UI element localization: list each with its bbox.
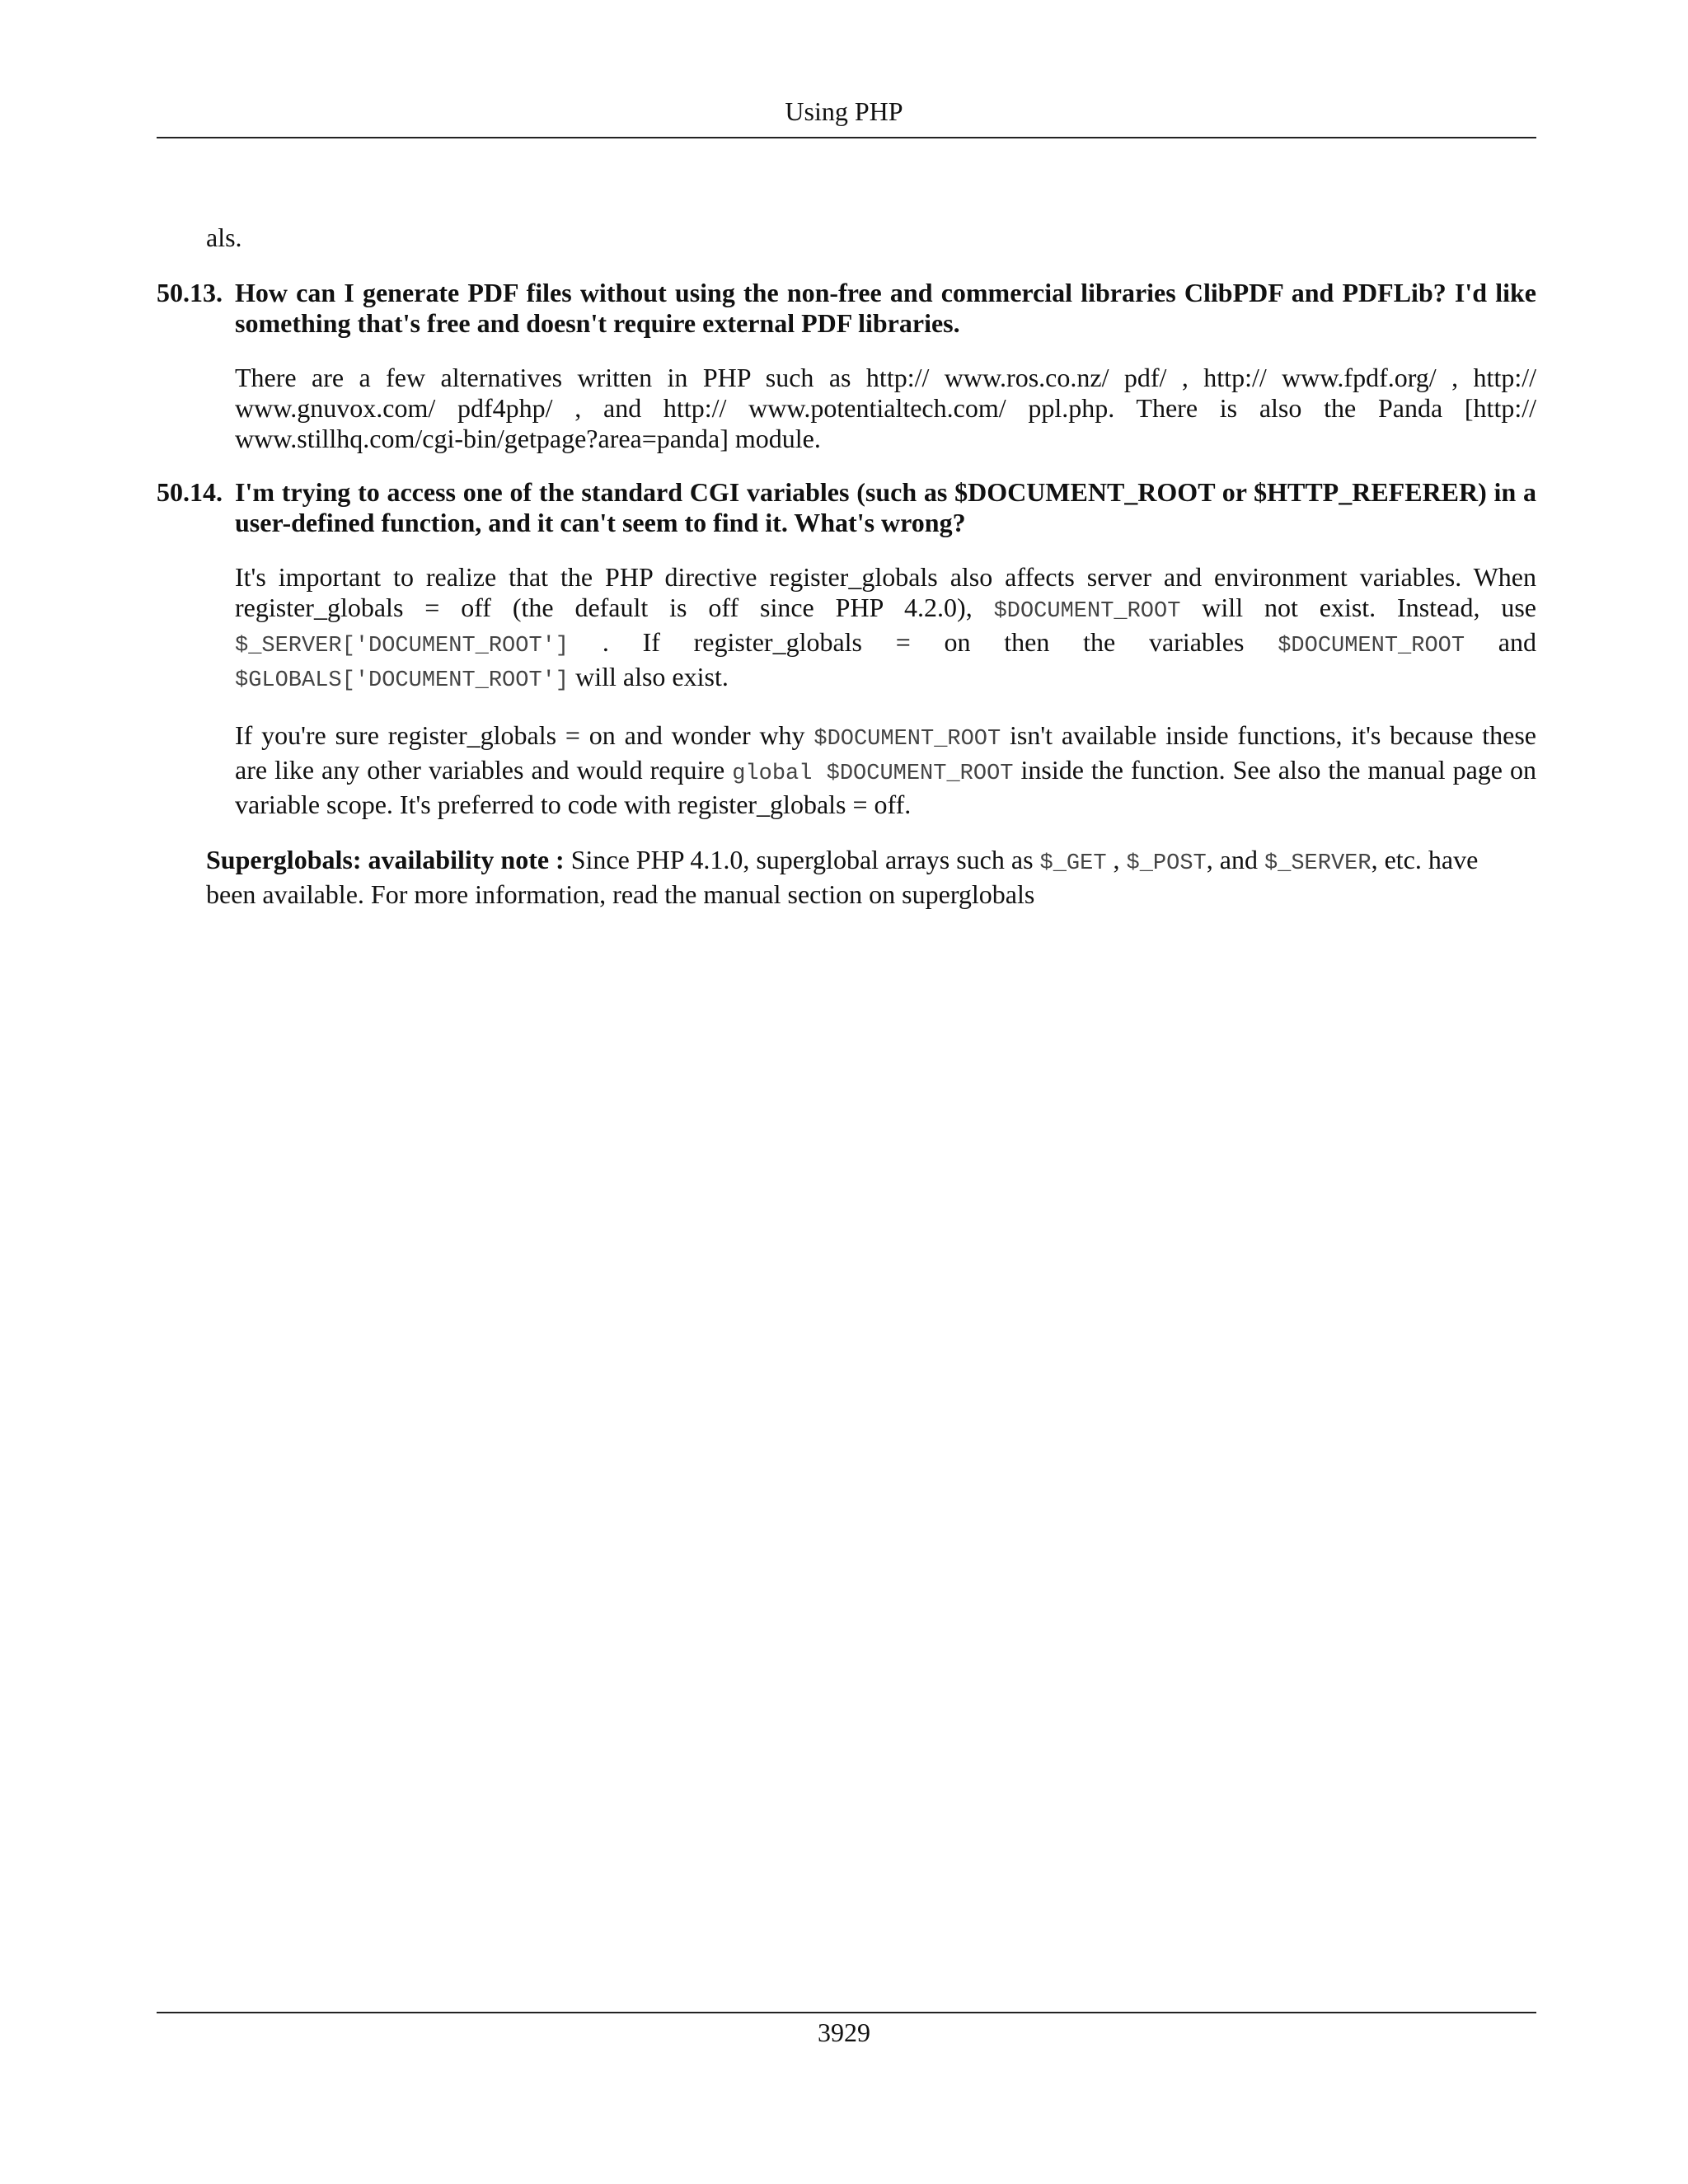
faq-number: 50.13.: [157, 278, 223, 307]
page-number: 3929: [818, 2018, 870, 2047]
code-document-root: $DOCUMENT_ROOT: [1278, 634, 1465, 658]
answer-text: isn't available inside functions, it's because these are like any other variables and would require: [235, 720, 1537, 785]
faq-answer: There are a few alternatives written in PHP such as http:// www.ros.co.nz/ pdf/ , http:// www.fpdf.org/ , http:// www.gnuvox.com/ pdf4php/ , and http:// www.potentialtech.com/ ppl.php. There is also the Panda [http:// www.stillhq.com/cgi-bin/getpage?area=panda] module.: [235, 363, 1536, 453]
answer-text: . If register_globals = on then the variables: [569, 627, 1278, 657]
code-global-document-root: global $DOCUMENT_ROOT: [732, 762, 1014, 786]
answer-text: will also exist.: [569, 662, 729, 691]
code-globals-document-root: $GLOBALS['DOCUMENT_ROOT']: [235, 668, 570, 693]
superglobals-note: [206, 845, 1492, 910]
code-server-document-root: $_SERVER['DOCUMENT_ROOT']: [235, 634, 570, 658]
faq-question: I'm trying to access one of the standard CGI variables (such as $DOCUMENT_ROOT or $HTTP_REFERER) in a user-defined function, and it can't seem to find it. What's wrong?: [235, 477, 1536, 537]
note-text: , and: [1206, 845, 1264, 874]
faq-entry-50-13: [157, 278, 1536, 454]
running-header: Using PHP: [785, 96, 903, 126]
note-text: Since PHP 4.1.0, superglobal arrays such as: [564, 845, 1040, 874]
faq-answer-paragraph: [235, 720, 1536, 820]
note-text: ,: [1106, 845, 1127, 874]
header-rule: [157, 137, 1536, 138]
code-get: $_GET: [1039, 851, 1107, 876]
faq-entry-50-14: [157, 477, 1536, 820]
code-document-root: $DOCUMENT_ROOT: [993, 599, 1181, 624]
note-label: Superglobals: availability note :: [206, 845, 565, 874]
code-server: $_SERVER: [1264, 851, 1372, 876]
continued-text: als.: [206, 223, 242, 252]
faq-answer-paragraph: [235, 562, 1536, 696]
answer-text: If you're sure register_globals = on and wonder why: [235, 720, 814, 750]
answer-text: It's important to realize that the PHP directive register_globals also affects server and environment variables. When register_globals = off (the default is off since PHP 4.2.0),: [235, 562, 1536, 622]
footer-rule: [157, 2012, 1536, 2013]
answer-text: will not exist. Instead, use: [1180, 593, 1537, 622]
answer-text: inside the function. See also the manual page on variable scope. It's preferred to code with register_globals = off.: [235, 755, 1537, 819]
faq-number: 50.14.: [157, 477, 223, 507]
note-text: , etc. have been available. For more information, read the manual section on superglobals: [206, 845, 1479, 909]
faq-question: How can I generate PDF files without using the non-free and commercial libraries ClibPDF and PDFLib? I'd like something that's free and doesn't require external PDF libraries.: [235, 278, 1536, 338]
answer-text: and: [1465, 627, 1537, 657]
page-content: [157, 223, 1536, 910]
code-post: $_POST: [1126, 851, 1207, 876]
code-document-root: $DOCUMENT_ROOT: [814, 727, 1001, 752]
